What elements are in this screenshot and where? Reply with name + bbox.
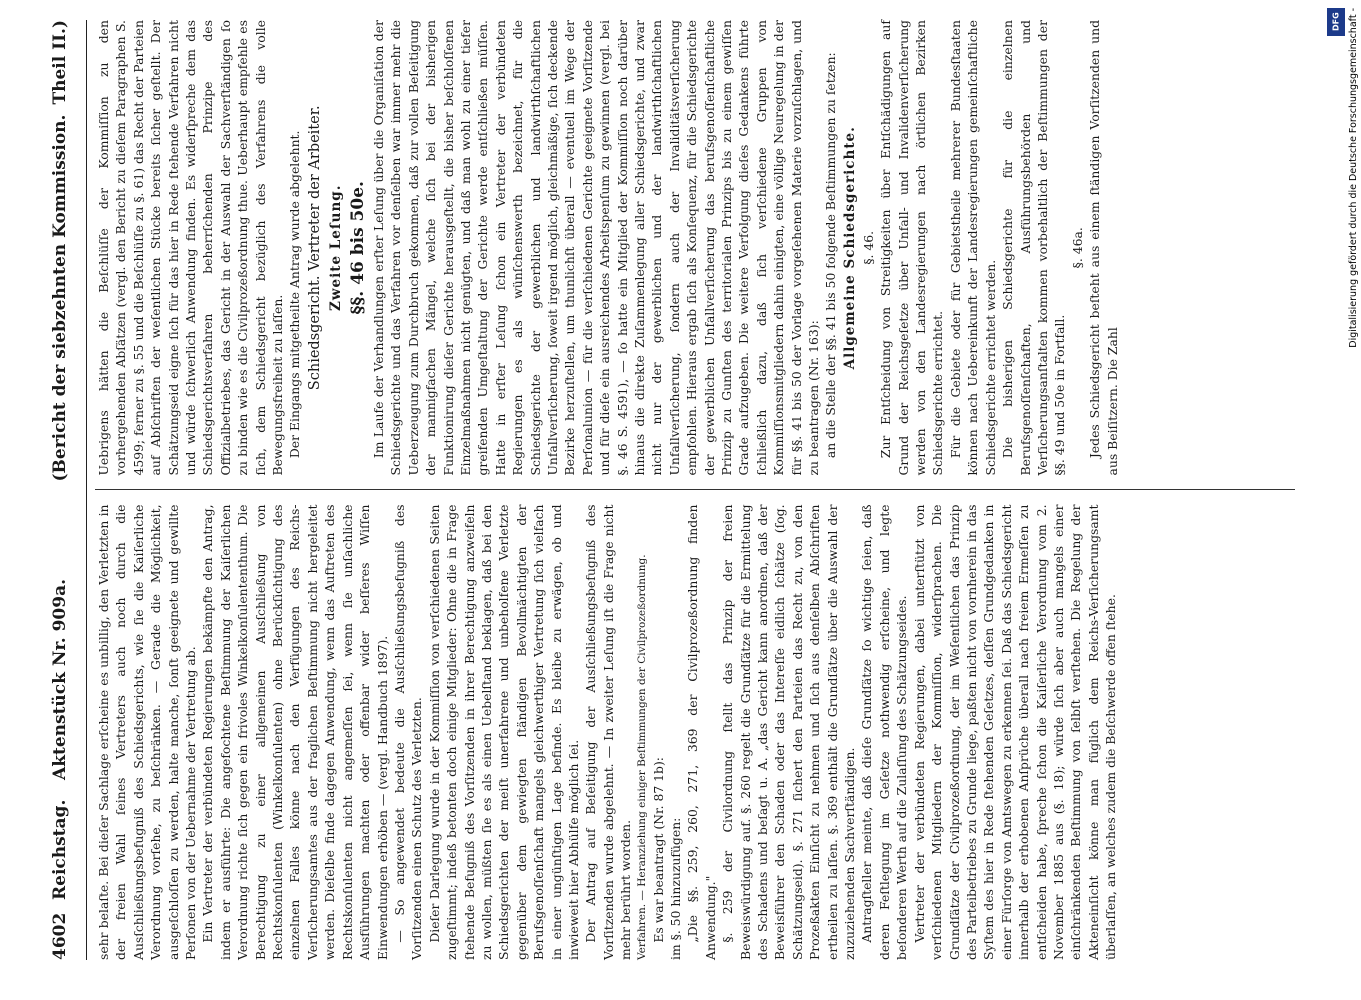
paragraph: §. 259 der Civilordnung ſtellt das Prinzip der freien Beweiswürdigung auf. §. 260 regelt die Grundſätze für die Ermittelung des Schadens und beſagt u. A. „das Gericht kann anordnen, daß der Beweisführer den Schaden oder das Intereſſe eidlich ſchätze (ſog. Schätzungseid). §. 271 ſichert den Parteien das Recht zu, von den Prozeßakten Einſicht zu nehmen und ſich aus denſelben Abſchriften ertheilen zu laſſen. §. 369 enthält die Grundſätze über die Auswahl der zuzuziehenden Sachverſtändigen.	[720, 504, 858, 960]
reading-heading: Zweite Leſung.	[327, 184, 344, 311]
paragraph-range-heading: §§. 46 bis 50e.	[347, 181, 368, 315]
paragraph: Der Eingangs mitgetheilte Antrag wurde abgelehnt.	[287, 130, 303, 459]
paragraph: Uebrigens hätten die Beſchlüſſe der Kommiſſion zu den vorhergehenden Abſätzen (vergl. den Bericht zu dieſem Paragraphen S. 4599; ferner zu §. 55 und die Beſchlüſſe zu §. 61) das Recht der Parteien auf Abſchriften der weſentlichen Stücke bereits ſicher geſtellt. Der Schätzungseid eigne ſich für das hier in Rede ſtehende Verfahren nicht und würde ſchwerlich Anwendung finden. Es widerſpreche dem das Schiedsgerichtsverfahren beherrſchenden Prinzipe des Offizialbetriebes, das Gericht in der Auswahl der Sachverſtändigen ſo zu binden wie es die Civilprozeßordnung thue. Ueberhaupt empfehle es ſich, dem Schiedsgericht bezüglich des Verfahrens die volle Bewegungsfreiheit zu laſſen.	[96, 20, 286, 476]
paragraph: Es war beantragt (Nr. 87 1b):	[650, 757, 666, 943]
paragraph: Antragſteller meinte, daß dieſe Grundſätze ſo wichtige ſeien, daß deren Feſtlegung im Geſetze nothwendig erſcheine, und legte beſonderen Werth auf die Zulaſſung des Schätzungseides.	[859, 504, 910, 960]
page-header	[50, 20, 87, 960]
paragraph: Zur Entſcheidung von Streitigkeiten über Entſchädigungen auf Grund der Reichsgeſetze über Unfall- und Invalidenverſicherung werden von den Landesregierungen nach örtlichen Bezirken Schiedsgerichte errichtet.	[878, 20, 946, 476]
paragraph: — So angewendet bedeute die Ausſchließungsbefugniß des Vorſitzenden einen Schutz des Verletzten.	[391, 504, 425, 960]
text-columns	[95, 20, 1295, 960]
paragraph: sehr belaſte. Bei dieſer Sachlage erſcheine es unbillig, den Verletzten in der freien Wahl ſeines Vertreters auch noch durch die Ausſchließungsbefugniß des Schiedsgerichts, wie ſie die Kaiſerliche Verordnung vorſehe, zu beſchränken. — Gerade die Möglichkeit, ausgeſchloſſen zu werden, halte manche, ſonſt geeignete und gewillte Perſonen von der Uebernahme der Vertretung ab.	[96, 504, 199, 960]
paragraph: im §. 50 hinzuzufügen:	[668, 817, 683, 960]
left-column	[95, 504, 1295, 960]
header-right-title: (Bericht der siebzehnten Kommission.	[50, 114, 70, 482]
page-number: 4602	[50, 912, 70, 960]
dfg-logo: DFG	[1327, 8, 1345, 36]
digitization-sidebar	[1325, 0, 1359, 1000]
paragraph: Vertreter der verbündeten Regierungen, dabei unterſtützt von verſchiedenen Mitgliedern der Kommiſſion, widerſprachen. Die Grundſätze der Civilprozeßordnung, der im Weſentlichen das Prinzip des Parteibetriebes zu Grunde liege, paßten nicht von vornherein in das Syſtem des hier in Rede ſtehenden Geſetzes, deſſen Grundgedanken in einer Fürſorge von Amtswegen zu erkennen ſei. Daß das Schiedsgericht innerhalb der erhobenen Anſprüche überall nach freiem Ermeſſen zu entſcheiden habe, ſpreche ſchon die Kaiſerliche Verordnung vom 2. November 1885 aus (§. 18); würde ſich aber auch mangels einer einſchränkenden Beſtimmung von ſelbſt verſtehen. Die Regelung der Akteneinſicht könne man füglich dem Reichs-Verſicherungsamt überlaſſen, an welches zudem die Beſchwerde offen ſtehe.	[911, 504, 1119, 960]
paragraph: Dieſer Darlegung wurde in der Kommiſſion von verſchiedenen Seiten zugeſtimmt; indeß betonten doch einige Mitglieder: Ohne die in Frage ſtehende Befugniß des Vorſitzenden in ihrer Berechtigung anzweifeln zu wollen, müßten ſie es als einen Uebelſtand beklagen, daß bei den Schiedsgerichten der meiſt unerfahrene und unbeholfene Verletzte gegenüber dem gewiegten ſtändigen Bevollmächtigten der Berufsgenoſſenſchaft mangels gleichwerthiger Vertretung ſich vielfach in einer ungünſtigen Lage befinde. Es bleibe zu erwägen, ob und inwieweit hier Abhülfe möglich ſei.	[426, 504, 581, 960]
paragraph: Für die Gebiete oder für Gebietstheile mehrerer Bundesſtaaten können nach Uebereinkunft der Landesregierungen gemeinſchaftliche Schiedsgerichte errichtet werden.	[947, 20, 998, 476]
digitization-credit: Digitalisierung gefördert durch die Deutsche Forschungsgemeinschaft -	[1348, 8, 1359, 348]
section-note: Verfahren. — Heranziehung einiger Beſtimmungen der Civilprozeßordnung.	[635, 554, 648, 960]
header-middle-title: Aktenstück Nr. 909a.	[50, 578, 70, 780]
header-left-title: Reichstag.	[50, 799, 70, 900]
quoted-provision: „Die §§. 259, 260, 271, 369 der Civilprozeßordnung finden Anwendung."	[685, 504, 718, 960]
paragraph-number: §. 46a.	[1069, 227, 1085, 269]
header-part: Theil II.)	[50, 20, 70, 105]
paragraph: Ein Vertreter der verbündeten Regierungen bekämpfte den Antrag, indem er ausführte: Die angefochtene Beſtimmung der Kaiſerlichen Verordnung richte ſich gegen ein frivoles Winkelkonſulententhum. Die Berechtigung zu einer allgemeinen Ausſchließung von Rechtskonſulenten (Winkelkonſulenten) ohne Berückſichtigung des einzelnen Falles könne nach den Verfügungen des Reichs-Verſicherungsamtes aus der fraglichen Beſtimmung nicht hergeleitet werden. Dieſelbe finde dagegen Anwendung, wenn das Auftreten des Rechtskonſulenten nicht angemeſſen ſei, wenn ſie unſachliche Ausführungen machten oder offenbar wider beſſeres Wiſſen Einwendungen erhöben — (vergl. Handbuch 1897).	[200, 504, 390, 960]
paragraph: Der Antrag auf Beſeitigung der Ausſchließungsbefugniß des Vorſitzenden wurde abgelehnt. — In zweiter Leſung iſt die Frage nicht mehr berührt worden.	[583, 504, 634, 960]
paragraph: an die Stelle der §§. 41 bis 50 folgende Beſtimmungen zu ſetzen:	[823, 52, 839, 459]
right-column	[95, 20, 1295, 476]
subsection-heading: Allgemeine Schiedsgerichte.	[841, 126, 858, 370]
paragraph: Die bisherigen Schiedsgerichte für die einzelnen Berufsgenoſſenſchaften, Ausführungsbehörden und Verſicherungsanſtalten kommen vorbehaltlich der Beſtimmungen der §§. 49 und 50e in Fortfall.	[1000, 20, 1068, 476]
paragraph: Im Laufe der Verhandlungen erſter Leſung über die Organiſation der Schiedsgerichte und das Verfahren vor denſelben war immer mehr die Ueberzeugung zum Durchbruch gekommen, daß zur vollen Beſeitigung der mannigfachen Mängel, welche ſich bei der bisherigen Funktionirung dieſer Gerichte herausgeſtellt, die bisher beſchloſſenen Einzelmaßnahmen nicht genügten, und daß man wohl zu einer tiefer greifenden Umgeſtaltung der Gerichte werde entſchließen müſſen. Hatte in erſter Leſung ſchon ein Vertreter der verbündeten Regierungen es als wünſchenswerth bezeichnet, für die Schiedsgerichte der gewerblichen und landwirthſchaftlichen Unfallverſicherung, ſoweit irgend möglich, gleichmäßige, ſich deckende Bezirke herzuſtellen, um thunlichſt überall — eventuell im Wege der Perſonalunion — für die verſchiedenen Gerichte geeignete Vorſitzende und für dieſe ein ausreichendes Arbeitspenſum zu gewinnen (vergl. bei §. 46 S. 4591), — ſo hatte ein Mitglied der Kommiſſion noch darüber hinaus die direkte Zuſammenlegung aller Schiedsgerichte, und zwar nicht nur der gewerblichen und der landwirthſchaftlichen Unfallverſicherung, ſondern auch der Invaliditätsverſicherung empfohlen. Hieraus ergab ſich als Konſequenz, für die Schiedsgerichte der gewerblichen Unfallverſicherung das berufsgenoſſenſchaftliche Prinzip zu Gunſten des territorialen Prinzips bis zu einem gewiſſen Grade aufzugeben. Die weitere Verfolgung dieſes Gedankens führte ſchließlich dazu, daß ſich verſchiedene Gruppen von Kommiſſionsmitgliedern dahin einigten, eine völlige Neuregelung in der für §§. 41 bis 50 der Vorlage vorgeſehenen Materie vorzuſchlagen, und zu beantragen (Nr. 163):	[370, 20, 822, 476]
paragraph: Jedes Schiedsgericht beſteht aus einem ſtändigen Vorſitzenden und aus Beiſitzern. Die Zahl	[1087, 20, 1120, 476]
paragraph-number: §. 46.	[860, 230, 876, 265]
section-heading: Schiedsgericht. Vertreter der Arbeiter.	[306, 105, 323, 391]
column-divider	[95, 490, 1295, 491]
